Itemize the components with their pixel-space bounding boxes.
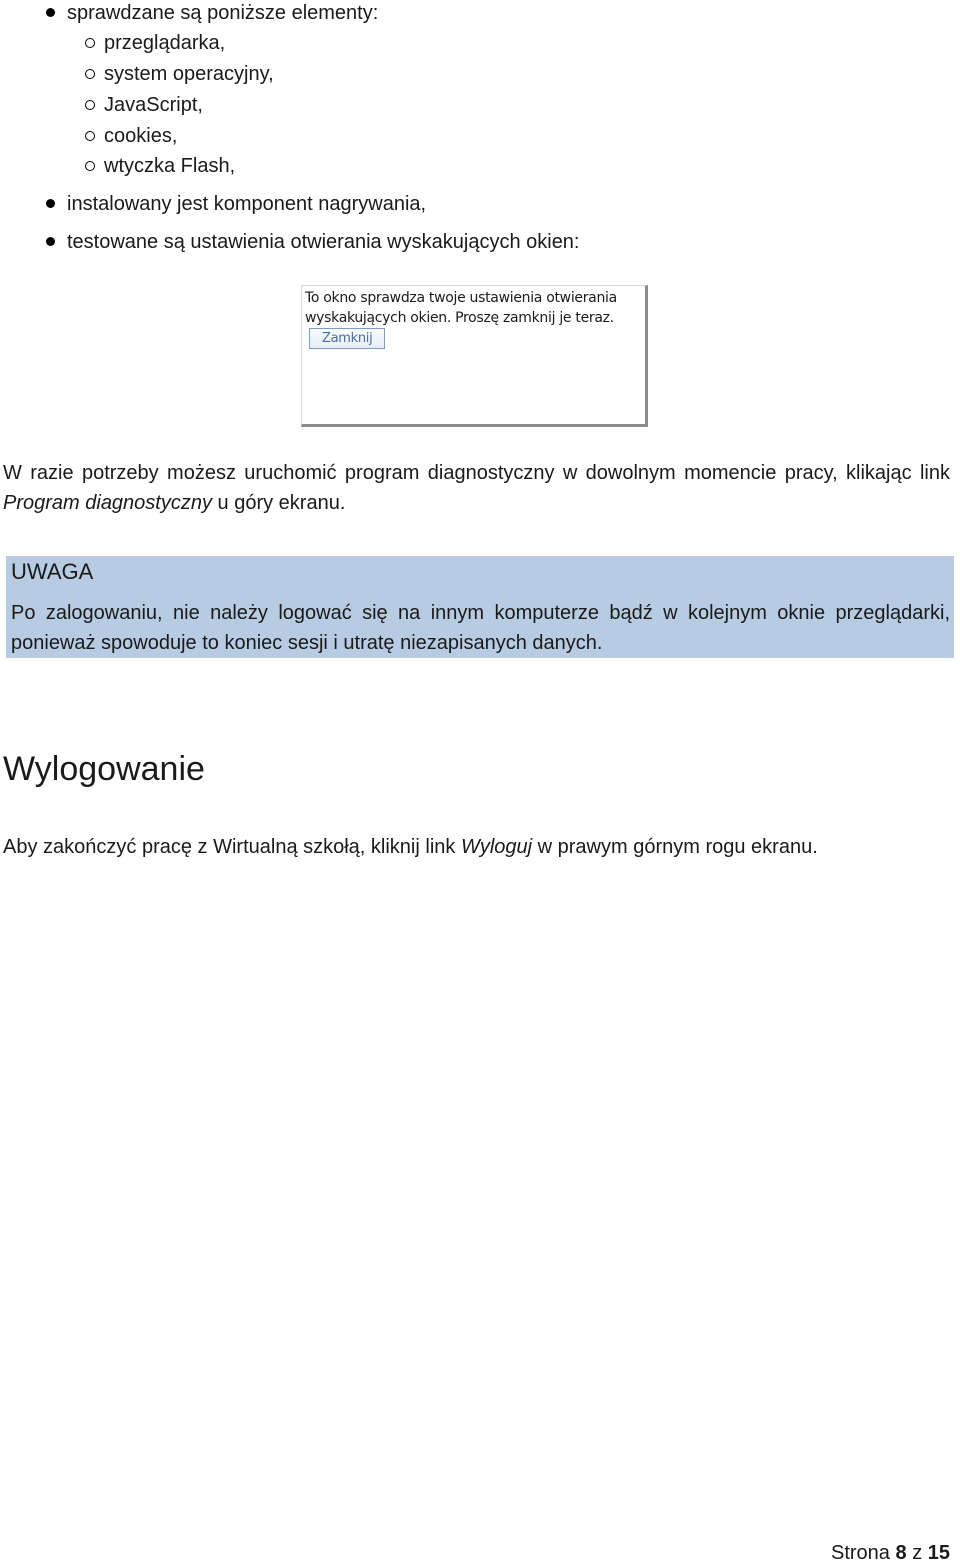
popup-test-window [301, 285, 648, 427]
sub-item-cookies: cookies, [104, 125, 178, 147]
sub-item-flash: wtyczka Flash, [104, 155, 236, 177]
page-footer [831, 1541, 950, 1565]
diagnostic-program-link[interactable]: Program diagnostyczny [3, 492, 212, 514]
warning-title: UWAGA [11, 559, 94, 584]
popup-close-button[interactable]: Zamknij [309, 328, 385, 349]
bullet-popup-settings: testowane są ustawienia otwierania wyskakujących okien: [67, 231, 580, 253]
warning-body: Po zalogowaniu, nie należy logować się na innym komputerze bądź w kolejnym oknie przeglądarki, ponieważ spowoduje to koniec sesji i utratę niezapisanych danych. [11, 602, 950, 654]
bullet-checked-intro: sprawdzane są poniższe elementy: [67, 2, 379, 24]
sub-bullet-circle [85, 100, 95, 110]
logout-text: Aby zakończyć pracę z Wirtualną szkołą, kliknij link [3, 836, 461, 858]
sub-bullet-circle [85, 38, 95, 48]
logout-paragraph [3, 832, 818, 862]
diagnostic-text-after: u góry ekranu. [211, 492, 346, 514]
bullet-dot [46, 8, 55, 17]
sub-item-javascript: JavaScript, [104, 94, 203, 116]
footer-prefix: Strona [831, 1542, 890, 1564]
popup-message [305, 288, 625, 349]
footer-total-pages: 15 [927, 1542, 950, 1564]
sub-item-os: system operacyjny, [104, 63, 274, 85]
sub-bullet-circle [85, 161, 95, 171]
bullet-dot [46, 237, 55, 246]
footer-separator: z [912, 1542, 923, 1564]
diagnostic-paragraph [3, 458, 950, 518]
logout-link[interactable]: Wyloguj [460, 836, 533, 858]
footer-current-page: 8 [895, 1542, 907, 1564]
bullet-dot [46, 199, 55, 208]
logout-text-after: w prawym górnym rogu ekranu. [532, 836, 818, 858]
sub-bullet-circle [85, 131, 95, 141]
bullet-recording-component: instalowany jest komponent nagrywania, [67, 193, 427, 215]
sub-bullet-circle [85, 69, 95, 79]
diagnostic-text: W razie potrzeby możesz uruchomić program diagnostyczny w dowolnym momencie pracy, klikając link [3, 462, 950, 484]
logout-heading: Wylogowanie [3, 750, 205, 788]
popup-message-text: To okno sprawdza twoje ustawienia otwierania wyskakujących okien. Proszę zamknij je teraz. [305, 290, 617, 326]
sub-item-browser: przeglądarka, [104, 32, 226, 54]
warning-box [6, 556, 954, 658]
